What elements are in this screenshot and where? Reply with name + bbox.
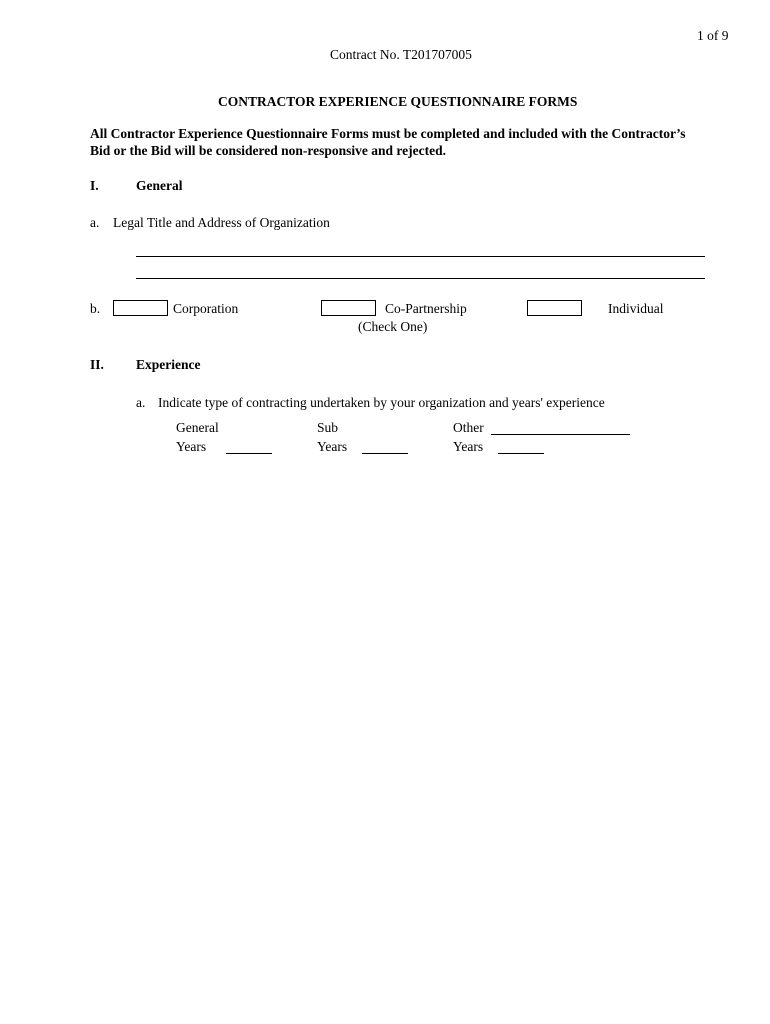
check-one-note: (Check One) bbox=[358, 319, 428, 334]
co-partnership-label: Co-Partnership bbox=[385, 301, 467, 316]
other-type-field[interactable] bbox=[491, 434, 630, 435]
item-b-letter: b. bbox=[90, 301, 101, 316]
section-2-heading: Experience bbox=[136, 357, 201, 372]
section-1-heading: General bbox=[136, 178, 183, 193]
experience-item-label: Indicate type of contracting undertaken by your organization and years' experience bbox=[158, 395, 605, 410]
item-a-letter: a. bbox=[90, 215, 100, 230]
page-number: 1 of 9 bbox=[697, 28, 729, 43]
general-years-field[interactable] bbox=[226, 453, 272, 454]
individual-label: Individual bbox=[608, 301, 664, 316]
general-years-label: Years bbox=[176, 439, 207, 454]
section-1-number: I. bbox=[90, 178, 99, 193]
intro-line-2: Bid or the Bid will be considered non-responsive and rejected. bbox=[90, 143, 447, 158]
legal-title-line-2[interactable] bbox=[136, 278, 705, 279]
page-title: CONTRACTOR EXPERIENCE QUESTIONNAIRE FORMS bbox=[218, 94, 578, 109]
other-years-field[interactable] bbox=[498, 453, 544, 454]
legal-title-line-1[interactable] bbox=[136, 256, 705, 257]
individual-checkbox[interactable] bbox=[527, 300, 582, 316]
contract-number: Contract No. T201707005 bbox=[330, 47, 472, 62]
sub-years-field[interactable] bbox=[362, 453, 408, 454]
corporation-label: Corporation bbox=[173, 301, 239, 316]
co-partnership-checkbox[interactable] bbox=[321, 300, 376, 316]
corporation-checkbox[interactable] bbox=[113, 300, 168, 316]
section-2-number: II. bbox=[90, 357, 104, 372]
other-type-label: Other bbox=[453, 420, 484, 435]
sub-type-label: Sub bbox=[317, 420, 339, 435]
sub-years-label: Years bbox=[317, 439, 348, 454]
intro-line-1: All Contractor Experience Questionnaire Forms must be completed and included with the Contractor’s bbox=[90, 126, 686, 141]
general-type-label: General bbox=[176, 420, 219, 435]
experience-item-letter: a. bbox=[136, 395, 146, 410]
legal-title-label: Legal Title and Address of Organization bbox=[113, 215, 330, 230]
other-years-label: Years bbox=[453, 439, 484, 454]
